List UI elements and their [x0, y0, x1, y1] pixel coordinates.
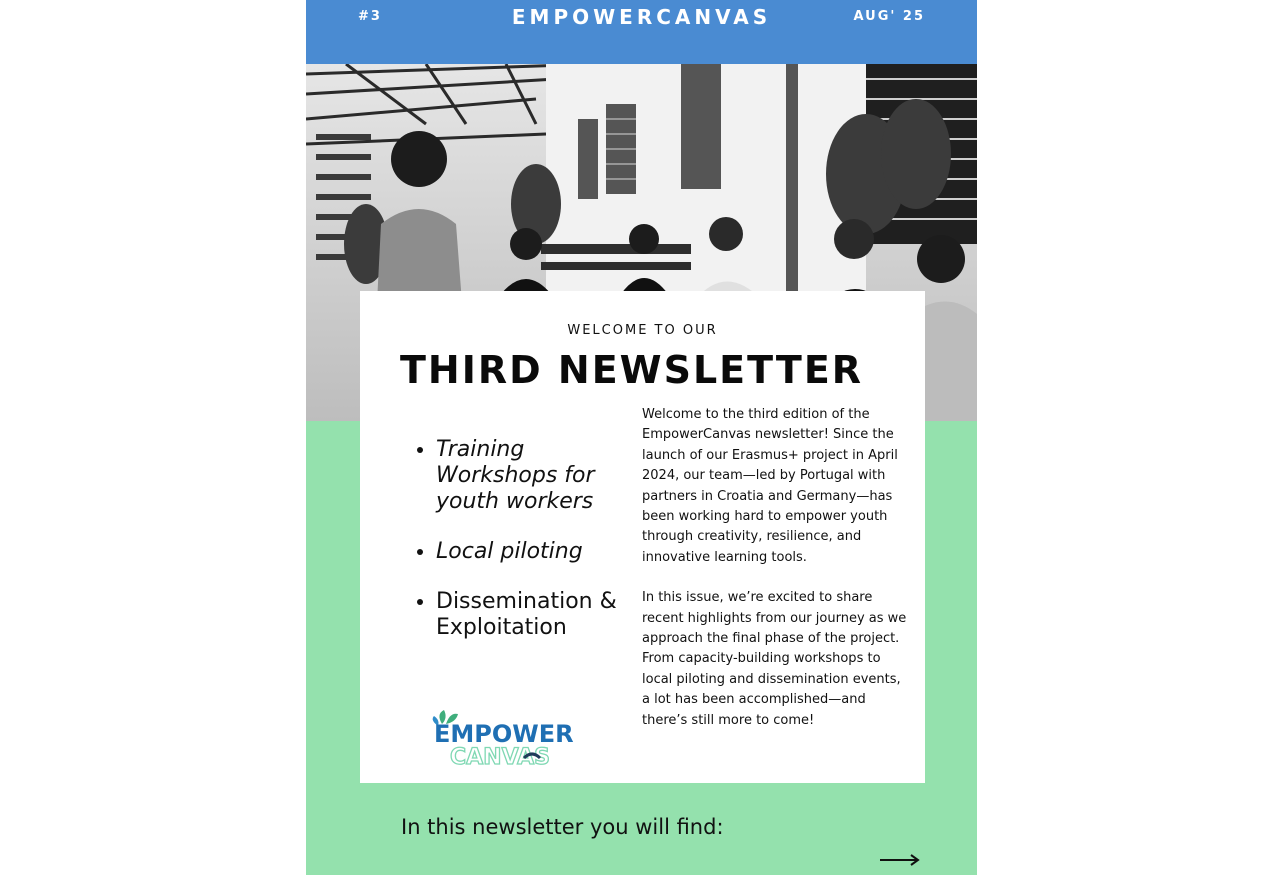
- intro-paragraph-1: Welcome to the third edition of the EmpowerCanvas newsletter! Since the launch of our Erasmus+ project in April 2024, our team—led by Portugal with partners in Croatia and Germany—has been working hard to empower youth through creativity, resilience, and innovative learning tools.: [642, 407, 898, 565]
- welcome-label: WELCOME TO OUR: [567, 323, 718, 338]
- intro-text: [642, 405, 907, 751]
- issue-date: AUG' 25: [853, 9, 925, 24]
- contents-intro: In this newsletter you will find:: [401, 815, 724, 839]
- newsletter-headline: THIRD NEWSLETTER: [400, 348, 864, 392]
- intro-card: [360, 291, 925, 783]
- brand-title: EMPOWERCANVAS: [511, 5, 772, 29]
- svg-text:CANVAS: CANVAS: [450, 745, 550, 770]
- intro-paragraph-2: In this issue, we’re excited to share recent highlights from our journey as we approach the final phase of the project. From capacity-building workshops to local piloting and dissemination events, a lot has been accomplished—and there’s still more to come!: [642, 590, 907, 728]
- header-bar: [306, 0, 977, 64]
- arrow-right-icon: [880, 854, 920, 866]
- newsletter-page: [306, 0, 977, 875]
- highlight-item-dissemination: • Dissemination & Exploitation: [436, 589, 651, 641]
- svg-text:EMPOWER: EMPOWER: [434, 720, 574, 748]
- empowercanvas-logo: [428, 706, 592, 772]
- highlight-item-piloting: • Local piloting: [436, 539, 651, 565]
- issue-number: #3: [358, 9, 382, 24]
- highlight-item-training: • Training Workshops for youth workers: [436, 437, 651, 515]
- highlights-list: [412, 437, 651, 665]
